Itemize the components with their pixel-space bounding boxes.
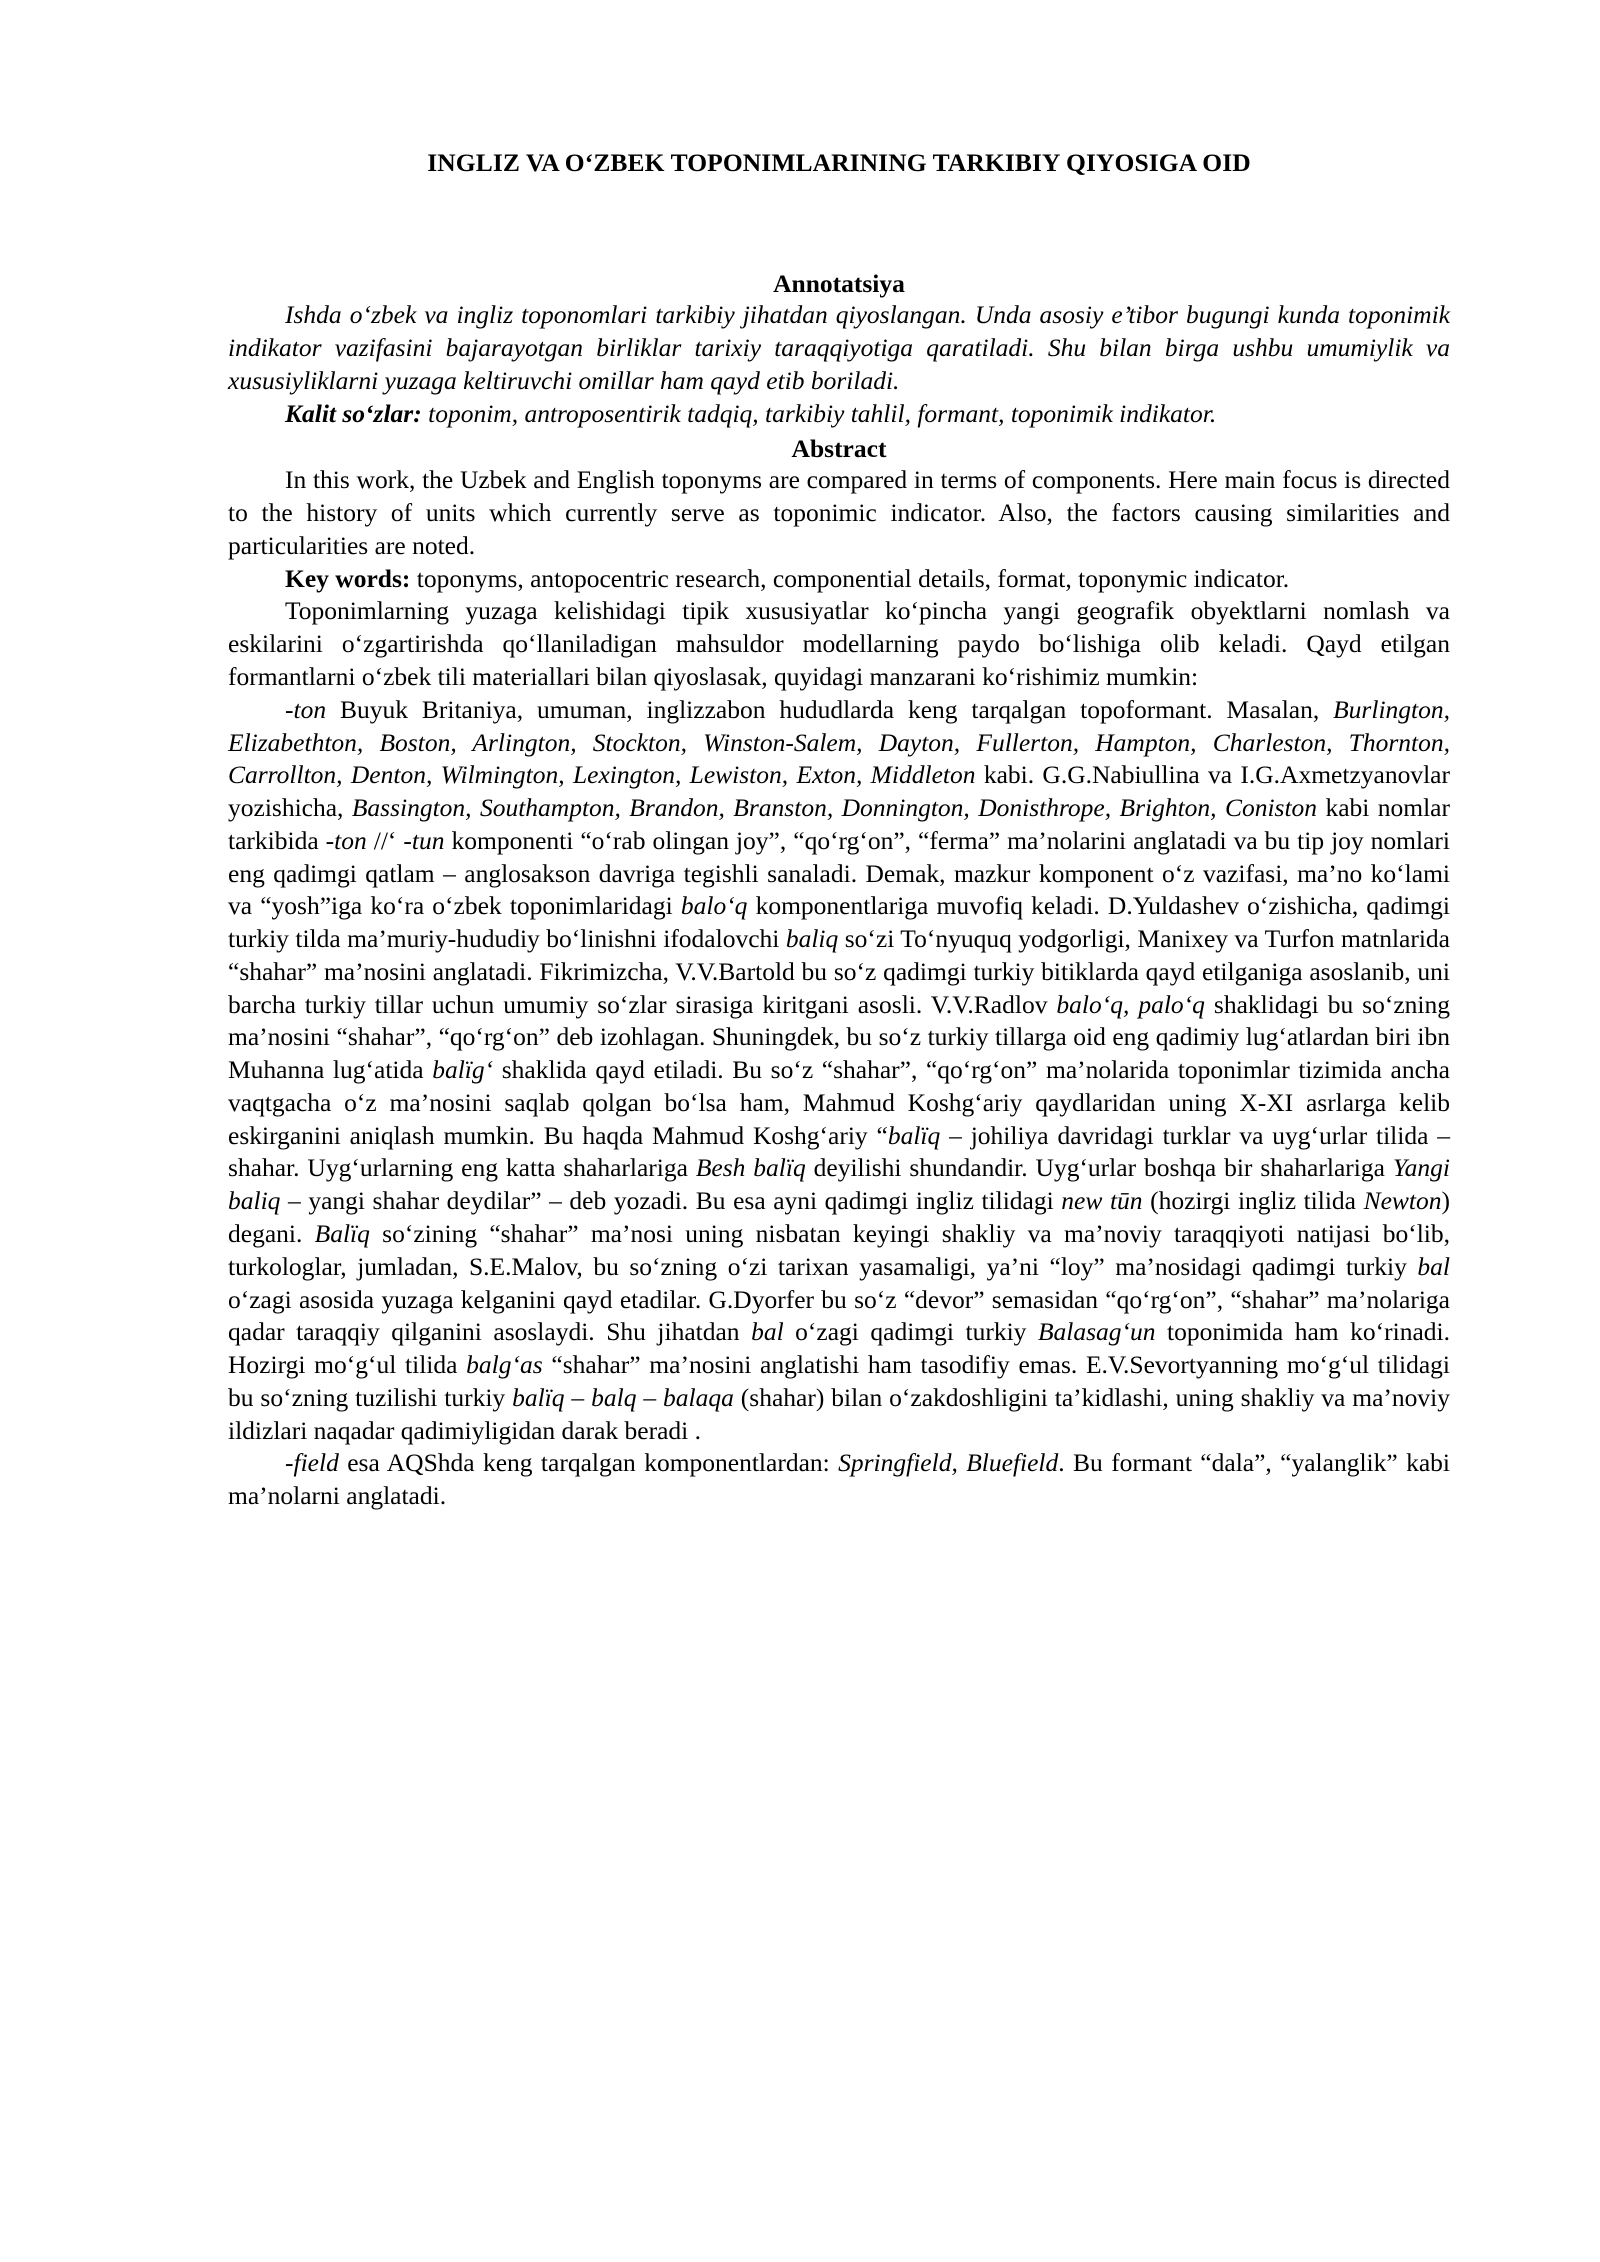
keywords-uzbek-paragraph	[228, 398, 1450, 431]
body-run-2d: kabi. G.G.Nabiullina va I.G.Axmetzyanovlar yozishicha,	[228, 760, 1450, 823]
toponym-newton: Newton	[1363, 1186, 1442, 1216]
page-title: INGLIZ VA O‘ZBEK TOPONIMLARINING TARKIBIY QIYOSIGA OID	[427, 148, 1251, 177]
root-bal: bal	[1417, 1251, 1450, 1281]
body-run-3d: . Bu formant “dala”, “yalanglik” kabi ma’nolarni anglatadi.	[228, 1448, 1450, 1511]
body-run-2an: (shahar) bilan o‘zakdoshligini ta’kidlashi, uning shakliy va ma’noviy ildizlari naqadar qadimiyligidan darak beradi .	[228, 1382, 1450, 1445]
formant-tun: -tun	[403, 825, 445, 855]
body-run-2v: deyilishi shundandir. Uyg‘urlar boshqa bir shaharlariga	[805, 1153, 1393, 1183]
body-run-3b: esa AQShda keng tarqalgan komponentlardan:	[338, 1448, 839, 1478]
formant-ton: -ton	[285, 694, 327, 724]
term-balgas: balg‘as	[466, 1350, 543, 1380]
heading-annotatsiya: Annotatsiya	[773, 268, 905, 298]
abstract-english-paragraph: In this work, the Uzbek and English toponyms are compared in terms of components. Here main focus is directed to the history of units which currently serve as toponimic indicator. Also, the factors causing similarities and particularities are noted.	[228, 465, 1450, 560]
body-paragraph-1: Toponimlarning yuzaga kelishidagi tipik xususiyatlar ko‘pincha yangi geografik obyektlarni nomlash va eskilarini o‘zgartirishda qo‘llaniladigan mahsuldor modellarning paydo bo‘lishiga olib keladi. Qayd etilgan formantlarni o‘zbek tili materiallari bilan qiyoslasak, quyidagi manzarani ko‘rishimiz mumkin:	[228, 596, 1450, 691]
body-run-2af: o‘zagi asosida yuzaga kelganini qayd etadilar. G.Dyorfer bu so‘z “devor” semasidan “qo‘rg‘on”, “shahar” ma’nolariga qadar taraqqiy qilganini asoslaydi. Shu jihatdan	[228, 1284, 1450, 1347]
body-run-2p: shaklidagi bu so‘zning ma’nosini “shahar”, “qo‘rg‘on” deb izohlagan. Shuningdek, bu so‘z turkiy tillarga oid eng qadimiy lug‘atlardan biri ibn Muhanna lug‘atida	[228, 989, 1450, 1085]
term-new-tun: new tūn	[1061, 1186, 1143, 1216]
page-content-column	[228, 0, 1450, 1513]
toponym-yangi-baliq: Yangi baliq	[228, 1153, 1450, 1216]
term-baliq-2: balïq	[887, 1120, 941, 1150]
term-baliq-balq-balaqa: balïq – balq – balaqa	[512, 1382, 734, 1412]
term-balig: balïg‘	[432, 1055, 494, 1085]
body-run-2n: so‘zi To‘nyuquq yodgorligi, Manixey va Turfon matnlarida “shahar” ma’nosini anglatadi. Fikrimizcha, V.V.Bartold bu so‘z qadimgi turkiy bitiklarda qayd etilganiga asoslanib, uni barcha turkiy tillar uchun umumiy so‘zlar sirasiga kiritgani asosli. V.V.Radlov	[228, 924, 1450, 1019]
keywords-uzbek-label: Kalit so‘zlar:	[285, 398, 422, 428]
term-baliq-3: Balïq	[314, 1219, 370, 1249]
body-paragraph-3	[228, 1447, 1450, 1513]
term-baloq-paloq: balo‘q, palo‘q	[1056, 989, 1205, 1019]
body-run-2z: (hozirgi ingliz tilida	[1142, 1186, 1364, 1216]
toponym-balasagun: Balasag‘un	[1037, 1317, 1156, 1347]
keywords-english-label: Key words:	[285, 563, 411, 593]
body-run-2ad: so‘zining “shahar” ma’nosi uning nisbatan keyingi shakliy va ma’noviy taraqqiyoti natijasi bo‘lib, turkologlar, jumladan, S.E.Malov, bu so‘zning o‘zi tarixan yasamaligi, ya’ni “loy” ma’nosidagi qadimgi turkiy	[228, 1219, 1450, 1281]
toponym-list-anglosaxon: Bassington, Southampton, Brandon, Branston, Donnington, Donisthrope, Brighton, Coniston	[351, 793, 1318, 823]
body-run-2x: – yangi shahar deydilar” – deb yozadi. Bu esa ayni qadimgi ingliz tilidagi	[280, 1186, 1062, 1216]
abstract-uzbek-paragraph: Ishda o‘zbek va ingliz toponomlari tarkibiy jihatdan qiyoslangan. Unda asosiy e’tibor bugungi kunda toponimik indikator vazifasini bajarayotgan birliklar tarixiy taraqqiyotiga qaratiladi. Shu bilan birga ushbu umumiylik va xususiyliklarni yuzaga keltiruvchi omillar ham qayd etib boriladi.	[228, 300, 1450, 395]
body-run-2h: //‘	[366, 825, 404, 855]
body-run-2aj: toponimida ham ko‘rinadi. Hozirgi mo‘g‘ul tilida	[228, 1317, 1451, 1380]
keywords-uzbek-list: toponim, antroposentirik tadqiq, tarkibiy tahlil, formant, toponimik indikator.	[421, 398, 1217, 428]
body-run-2l: komponentlariga muvofiq keladi. D.Yuldashev o‘zishicha, qadimgi turkiy tilda ma’muriy-hududiy bo‘linishni ifodalovchi	[228, 891, 1450, 954]
body-run-2r: shaklida qayd etiladi. Bu so‘z “shahar”, “qo‘rg‘on” ma’nolarida toponimlar tizimida ancha vaqtgacha o‘z ma’nosini saqlab qolgan bo‘lsa ham, Mahmud Koshg‘ariy qaydlaridan uning X-XI asrlarga kelib eskirganini aniqlash mumkin. Bu haqda Mahmud Koshg‘ariy “	[228, 1055, 1450, 1150]
heading-abstract: Abstract	[791, 433, 887, 463]
toponym-besh-baliq: Besh balïq	[695, 1153, 806, 1183]
keywords-english-paragraph	[228, 563, 1450, 596]
body-run-2ah: o‘zagi qadimgi turkiy	[783, 1317, 1038, 1347]
toponym-list-uk: Burlington, Elizabethton, Boston, Arlington, Stockton, Winston-Salem, Dayton, Fullerton, Hampton, Charleston, Thornton, Carrollton, Denton, Wilmington, Lexington, Lewiston, Exton, Middleton	[228, 694, 1450, 790]
body-run-2ab: ) degani.	[228, 1186, 1450, 1249]
formant-ton-2: -ton	[325, 825, 367, 855]
body-run-2j: komponenti “o‘rab olingan joy”, “qo‘rg‘on”, “ferma” ma’nolarini anglatadi va bu tip joy nomlari eng qadimgi qatlam – anglosakson davriga tegishli sanaladi. Demak, mazkur komponent o‘z vazifasi, ma’no ko‘lami va “yosh”iga ko‘ra o‘zbek toponimlaridagi	[228, 825, 1450, 921]
term-baliq: baliq	[785, 924, 839, 954]
root-bal-2: bal	[751, 1317, 784, 1347]
term-baloq: balo‘q	[680, 891, 748, 921]
body-run-2al: “shahar” ma’nosini anglatishi ham tasodifiy emas. E.V.Sevortyanning mo‘g‘ul tilidagi bu so‘zning tuzilishi turkiy	[228, 1350, 1450, 1412]
body-run-2f: kabi nomlar tarkibida	[228, 793, 1450, 855]
body-run-2t: – johiliya davridagi turklar va uyg‘urlar tilida – shahar. Uyg‘urlarning eng katta shaharlariga	[228, 1120, 1451, 1183]
toponym-list-usa: Springfield, Bluefield	[838, 1448, 1059, 1478]
body-paragraph-2	[228, 694, 1450, 1448]
body-run-2b: Buyuk Britaniya, umuman, inglizzabon hududlarda keng tarqalgan topoformant. Masalan,	[326, 694, 1334, 724]
main-body	[228, 595, 1450, 1512]
keywords-english-list: toponyms, antopocentric research, componential details, format, toponymic indicator.	[410, 563, 1290, 593]
formant-field: -field	[285, 1448, 339, 1478]
